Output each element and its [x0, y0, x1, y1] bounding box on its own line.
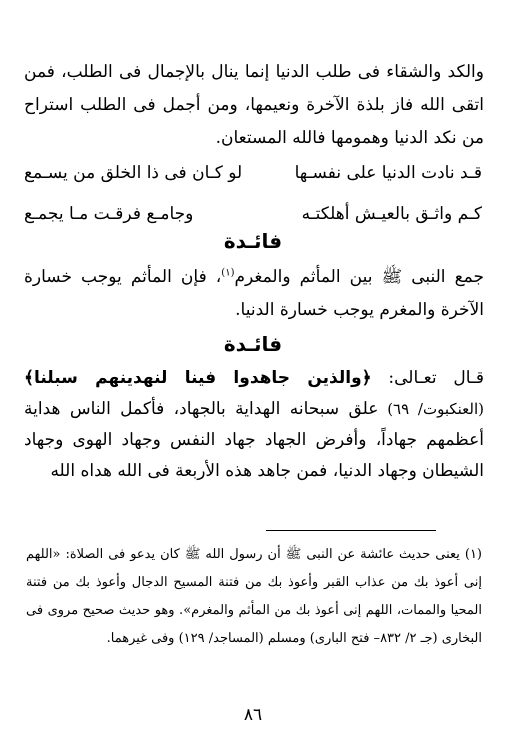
quran-verse: ﴿والذين جاهدوا فينا لنهدينهم سبلنا﴾ — [24, 368, 372, 388]
quran-reference: (العنكبوت/ ٦٩) — [378, 400, 484, 418]
footnote-divider — [266, 530, 436, 531]
verse-line-1-second-hemistich: لو كـان فى ذا الخلق من يسـمع — [24, 163, 243, 183]
paragraph-2-text-a: جمع النبى ﷺ بين المأثم والمغرم — [234, 267, 484, 287]
paragraph-3-intro: قـال تعـالى: — [371, 368, 484, 388]
footnote: (١) يعنى حديث عائشة عن النبى ﷺ أن رسول الله ﷺ كان يدعو فى الصلاة: «اللهم إنى أعوذ بك من عذاب القبر وأعوذ بك من فتنة المسيح الدجال وأعوذ بك من فتنة المحيا والممات، اللهم إنى أعوذ بك من المأثم والمغرم». وهو حديث صحيح مروى فى البخارى (جـ ٢/ ٨٣٢– فتح البارى) ومسلم (المساجد/ ١٢٩) وفى غيرهما. — [26, 547, 482, 646]
paragraph-2-text-b: ، فإن المأثم يوجب خسارة الآخرة والمغرم يوجب خسارة الدنيا. — [24, 267, 484, 320]
paragraph-2 — [24, 261, 484, 327]
paragraph-1: والكد والشقاء فى طلب الدنيا إنما ينال بالإجمال فى الطلب، فمن اتقى الله فاز بلذة الآخرة ونعيمها، ومن أجمل فى الطلب استراح من نكد الدنيا وهمومها فالله المستعان. — [24, 62, 484, 148]
section-heading-1: فائـدة — [223, 229, 283, 253]
footnote-marker[interactable]: (١) — [221, 267, 235, 279]
paragraph-3 — [24, 363, 484, 487]
verse-line-1-first-hemistich: قـد نادت الدنيا على نفسـها — [294, 163, 482, 183]
section-heading-2: فائـدة — [223, 332, 283, 356]
verse-line-2-first-hemistich: كـم واثـق بالعيـش أهلكتـه — [301, 204, 482, 224]
verse-line-2-second-hemistich: وجامـع فرقـت مـا يجمـع — [24, 204, 194, 224]
paragraph-3-body: علق سبحانه الهداية بالجهاد، فأكمل الناس هداية أعظمهم جهاداً، وأفرض الجهاد جهاد النفس وجهاد الهوى وجهاد الشيطان وجهاد الدنيا، فمن جاهد هذه الأربعة فى الله هداه الله — [24, 399, 484, 481]
page-number: ٨٦ — [243, 705, 263, 725]
